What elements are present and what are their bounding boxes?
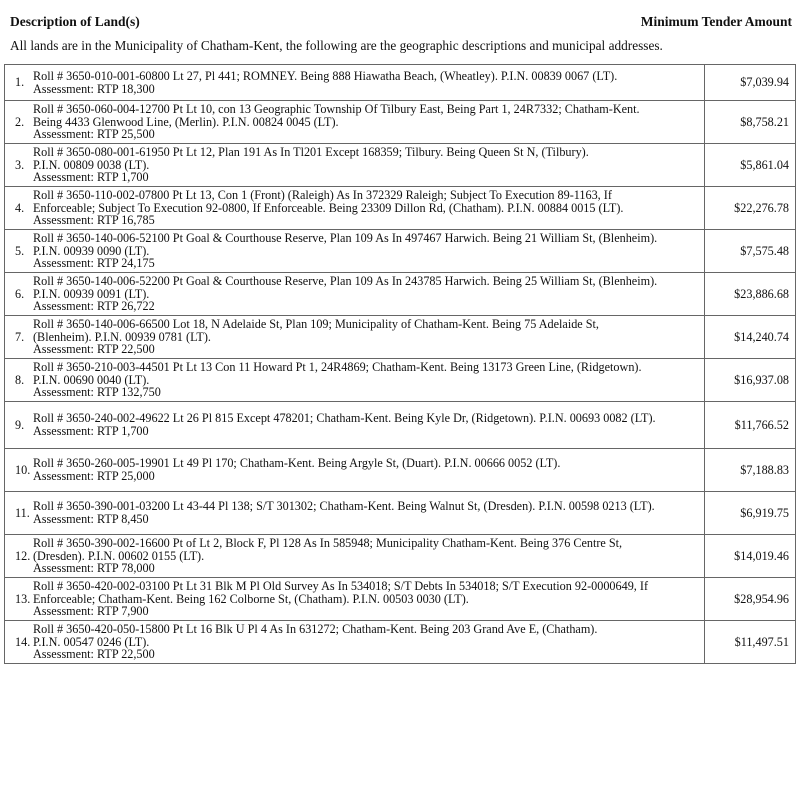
table-row bbox=[5, 535, 796, 578]
description-line: P.I.N. 00939 0091 (LT). bbox=[33, 286, 150, 301]
description-line: Being 4433 Glenwood Line, (Merlin). P.I.N. 00824 0045 (LT). bbox=[33, 114, 339, 129]
description-line: Roll # 3650-140-006-52100 Pt Goal & Courthouse Reserve, Plan 109 As In 497467 Harwich. Being 21 William St, (Blenheim). bbox=[33, 231, 658, 246]
tender-amount: $22,276.78 bbox=[705, 187, 796, 230]
description-line: Roll # 3650-110-002-07800 Pt Lt 13, Con 1 (Front) (Raleigh) As In 372329 Raleigh; Subject To Execution 89-1163, If bbox=[33, 188, 612, 203]
assessment-line: Assessment: RTP 78,000 bbox=[33, 561, 155, 576]
row-number: 6. bbox=[15, 286, 25, 301]
tender-amount: $8,758.21 bbox=[705, 101, 796, 144]
row-number: 7. bbox=[15, 329, 25, 344]
table-row bbox=[5, 492, 796, 535]
tender-amount: $28,954.96 bbox=[705, 578, 796, 621]
assessment-line: Assessment: RTP 22,500 bbox=[33, 342, 155, 357]
row-number: 14. bbox=[15, 634, 31, 649]
row-number: 11. bbox=[15, 505, 30, 520]
land-description-cell bbox=[5, 621, 705, 664]
description-line: Roll # 3650-390-001-03200 Lt 43-44 Pl 138; S/T 301302; Chatham-Kent. Being Walnut St, (Dresden). P.I.N. 00598 0213 (LT). bbox=[33, 499, 655, 514]
assessment-line: Assessment: RTP 16,785 bbox=[33, 213, 155, 228]
land-description bbox=[33, 412, 704, 437]
assessment-line: Assessment: RTP 132,750 bbox=[33, 385, 161, 400]
description-line: P.I.N. 00939 0090 (LT). bbox=[33, 243, 150, 258]
description-line: Roll # 3650-140-006-52200 Pt Goal & Courthouse Reserve, Plan 109 As In 243785 Harwich. Being 25 William St, (Blenheim). bbox=[33, 274, 658, 289]
land-description-cell bbox=[5, 101, 705, 144]
description-line: (Blenheim). P.I.N. 00939 0781 (LT). bbox=[33, 329, 211, 344]
description-line: Roll # 3650-260-005-19901 Lt 49 Pl 170; Chatham-Kent. Being Argyle St, (Duart). P.I.N. 00666 0052 (LT). bbox=[33, 456, 561, 471]
assessment-line: Assessment: RTP 22,500 bbox=[33, 647, 155, 662]
lands-table-body bbox=[5, 65, 796, 664]
description-line: (Dresden). P.I.N. 00602 0155 (LT). bbox=[33, 548, 205, 563]
land-description bbox=[33, 70, 704, 95]
table-row bbox=[5, 273, 796, 316]
assessment-line: Assessment: RTP 25,000 bbox=[33, 469, 155, 483]
table-row bbox=[5, 621, 796, 664]
table-row bbox=[5, 359, 796, 402]
description-heading: Description of Land(s) bbox=[10, 14, 140, 29]
table-row bbox=[5, 187, 796, 230]
land-description-cell bbox=[5, 402, 705, 449]
land-description bbox=[33, 103, 704, 141]
tender-amount: $11,766.52 bbox=[705, 402, 796, 449]
tender-amount: $5,861.04 bbox=[705, 144, 796, 187]
row-number: 12. bbox=[15, 548, 31, 563]
land-description-cell bbox=[5, 230, 705, 273]
description-line: Roll # 3650-420-050-15800 Pt Lt 16 Blk U Pl 4 As In 631272; Chatham-Kent. Being 203 Grand Ave E, (Chatham). bbox=[33, 622, 598, 637]
land-description-cell bbox=[5, 492, 705, 535]
land-description-cell bbox=[5, 65, 705, 101]
land-description-cell bbox=[5, 449, 705, 492]
description-line: Enforceable; Subject To Execution 92-0800, If Enforceable. Being 23309 Dillon Rd, (Chatham). P.I.N. 00884 0015 (LT). bbox=[33, 200, 624, 215]
description-line: Roll # 3650-390-002-16600 Pt of Lt 2, Block F, Pl 128 As In 585948; Municipality Chatham-Kent. Being 376 Centre St, bbox=[33, 536, 623, 551]
description-line: Roll # 3650-010-001-60800 Lt 27, Pl 441; ROMNEY. Being 888 Hiawatha Beach, (Wheatley). P.I.N. 00839 0067 (LT). bbox=[33, 68, 618, 83]
land-description bbox=[33, 189, 704, 227]
assessment-line: Assessment: RTP 25,500 bbox=[33, 127, 155, 142]
land-description bbox=[33, 232, 704, 270]
assessment-line: Assessment: RTP 26,722 bbox=[33, 299, 155, 314]
tender-amount: $11,497.51 bbox=[705, 621, 796, 664]
description-line: Roll # 3650-210-003-44501 Pt Lt 13 Con 11 Howard Pt 1, 24R4869; Chatham-Kent. Being 13173 Green Line, (Ridgetown). bbox=[33, 360, 642, 375]
tender-amount: $7,575.48 bbox=[705, 230, 796, 273]
description-line: P.I.N. 00547 0246 (LT). bbox=[33, 634, 150, 649]
description-line: Roll # 3650-240-002-49622 Lt 26 Pl 815 Except 478201; Chatham-Kent. Being Kyle Dr, (Ridgetown). P.I.N. 00693 0082 (LT). bbox=[33, 411, 656, 426]
table-row bbox=[5, 402, 796, 449]
tender-amount: $16,937.08 bbox=[705, 359, 796, 402]
land-description-cell bbox=[5, 359, 705, 402]
land-description bbox=[33, 275, 704, 313]
tender-amount: $23,886.68 bbox=[705, 273, 796, 316]
row-number: 13. bbox=[15, 591, 31, 606]
row-number: 4. bbox=[15, 200, 25, 215]
lands-table bbox=[4, 64, 796, 664]
assessment-line: Assessment: RTP 1,700 bbox=[33, 424, 149, 438]
assessment-line: Assessment: RTP 8,450 bbox=[33, 512, 149, 526]
land-description bbox=[33, 623, 704, 661]
land-description bbox=[33, 146, 704, 184]
row-number: 9. bbox=[15, 417, 25, 432]
land-description-cell bbox=[5, 578, 705, 621]
table-row bbox=[5, 65, 796, 101]
assessment-line: Assessment: RTP 7,900 bbox=[33, 604, 149, 619]
description-line: P.I.N. 00809 0038 (LT). bbox=[33, 157, 150, 172]
land-description-cell bbox=[5, 187, 705, 230]
header-row bbox=[10, 14, 792, 32]
land-description bbox=[33, 361, 704, 399]
tender-amount: $7,039.94 bbox=[705, 65, 796, 101]
row-number: 3. bbox=[15, 157, 25, 172]
description-line: P.I.N. 00690 0040 (LT). bbox=[33, 372, 150, 387]
table-row bbox=[5, 316, 796, 359]
land-description-cell bbox=[5, 316, 705, 359]
table-row bbox=[5, 144, 796, 187]
table-row bbox=[5, 101, 796, 144]
row-number: 8. bbox=[15, 372, 25, 387]
tender-amount: $14,240.74 bbox=[705, 316, 796, 359]
description-line: Roll # 3650-140-006-66500 Lot 18, N Adelaide St, Plan 109; Municipality of Chatham-Kent. Being 75 Adelaide St, bbox=[33, 317, 599, 332]
land-description bbox=[33, 500, 704, 525]
description-line: Roll # 3650-420-002-03100 Pt Lt 31 Blk M Pl Old Survey As In 534018; S/T Debts In 534018; S/T Execution 92-0000649, If bbox=[33, 579, 649, 594]
description-line: Enforceable; Chatham-Kent. Being 162 Colborne St, (Chatham). P.I.N. 00503 0030 (LT). bbox=[33, 591, 469, 606]
description-line: Roll # 3650-060-004-12700 Pt Lt 10, con 13 Geographic Township Of Tilbury East, Being Part 1, 24R7332; Chatham-Kent. bbox=[33, 102, 640, 117]
table-row bbox=[5, 578, 796, 621]
row-number: 10. bbox=[15, 462, 31, 477]
intro-text: All lands are in the Municipality of Chatham-Kent, the following are the geographic descriptions and municipal addresses. bbox=[10, 38, 663, 53]
land-description bbox=[33, 580, 704, 618]
tender-amount: $6,919.75 bbox=[705, 492, 796, 535]
minimum-tender-heading: Minimum Tender Amount bbox=[640, 14, 792, 29]
row-number: 1. bbox=[15, 75, 25, 90]
assessment-line: Assessment: RTP 1,700 bbox=[33, 170, 149, 185]
row-number: 5. bbox=[15, 243, 25, 258]
description-line: Roll # 3650-080-001-61950 Pt Lt 12, Plan 191 As In Tl201 Except 168359; Tilbury. Being Queen St N, (Tilbury). bbox=[33, 145, 589, 160]
assessment-line: Assessment: RTP 24,175 bbox=[33, 256, 155, 271]
table-row bbox=[5, 449, 796, 492]
land-description bbox=[33, 457, 704, 482]
tender-amount: $7,188.83 bbox=[705, 449, 796, 492]
row-number: 2. bbox=[15, 114, 25, 129]
land-description-cell bbox=[5, 144, 705, 187]
assessment-line: Assessment: RTP 18,300 bbox=[33, 81, 155, 96]
tender-amount: $14,019.46 bbox=[705, 535, 796, 578]
land-description bbox=[33, 318, 704, 356]
table-row bbox=[5, 230, 796, 273]
land-description bbox=[33, 537, 704, 575]
land-description-cell bbox=[5, 273, 705, 316]
land-description-cell bbox=[5, 535, 705, 578]
